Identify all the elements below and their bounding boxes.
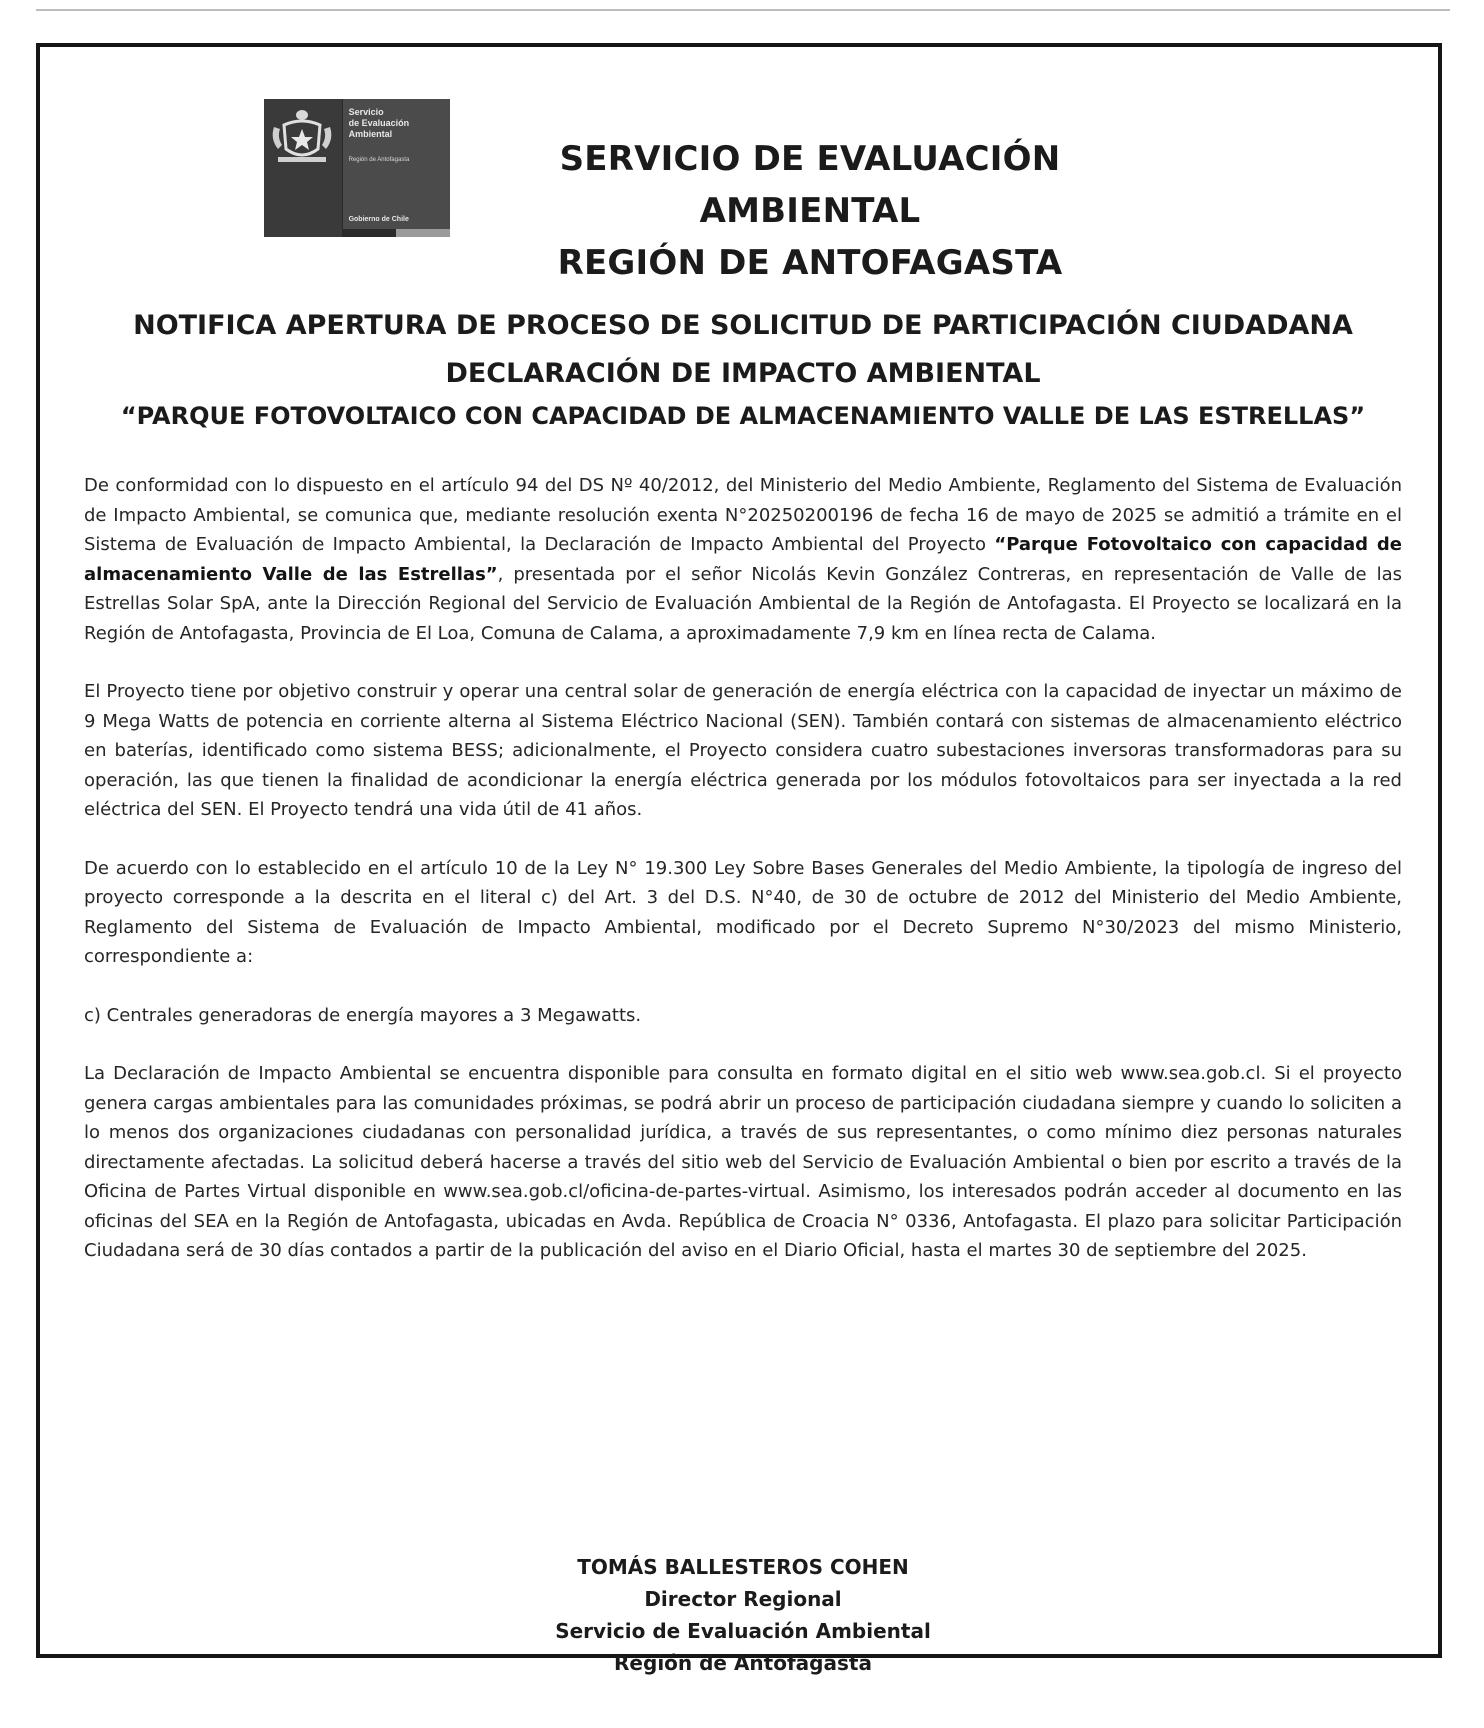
organization-region: REGIÓN DE ANTOFAGASTA [557, 243, 1063, 283]
signature-block [80, 1551, 1406, 1679]
project-name-title: “PARQUE FOTOVOLTAICO CON CAPACIDAD DE ALMACENAMIENTO VALLE DE LAS ESTRELLAS” [120, 402, 1366, 430]
signatory-region: Región de Antofagasta [614, 1651, 872, 1675]
public-notice [36, 43, 1442, 1675]
notice-title: NOTIFICA APERTURA DE PROCESO DE SOLICITUD DE PARTICIPACIÓN CIUDADANA [133, 310, 1353, 341]
logo-strip-dark [343, 229, 397, 237]
notice-body [84, 471, 1402, 1295]
logo-text-panel [342, 99, 450, 237]
logo-strip-light [396, 229, 450, 237]
paragraph-objective: El Proyecto tiene por objetivo construir y operar una central solar de generación de energía eléctrica con la capacidad de inyectar un máximo de 9 Mega Watts de potencia en corriente alterna al Sistema Eléctrico Nacional (SEN). También contará con sistemas de almacenamiento eléctrico en baterías, identificado como sistema BESS; adicionalmente, el Proyecto considera cuatro subestaciones inversoras transformadoras para su operación, las que tienen la finalidad de acondicionar la energía eléctrica generada por los módulos fotovoltaicos para ser inyectada a la red eléctrica del SEN. El Proyecto tendrá una vida útil de 41 años. [84, 681, 1402, 820]
paragraph-resolution: De conformidad con lo dispuesto en el artículo 94 del DS Nº 40/2012, del Ministerio del Medio Ambiente, Reglamento del Sistema de Evaluación de Impacto Ambiental, se comunica que, mediante resolución exenta N°20250200196 de fecha 16 de mayo de 2025 se admitió a trámite en el Sistema de Evaluación de Impacto Ambiental, la Declaración de Impacto Ambiental del Proyecto “Parque Fotovoltaico con capacidad de almacenamiento Valle de las Estrellas”, presentada por el señor Nicolás Kevin González Contreras, en representación de Valle de las Estrellas Solar SpA, ante la Dirección Regional del Servicio de Evaluación Ambiental de la Región de Antofagasta. El Proyecto se localizará en la Región de Antofagasta, Provincia de El Loa, Comuna de Calama, a aproximadamente 7,9 km en línea recta de Calama. [84, 475, 1402, 644]
signatory-name: TOMÁS BALLESTEROS COHEN [577, 1555, 909, 1579]
paragraph-legal-basis: De acuerdo con lo establecido en el artículo 10 de la Ley N° 19.300 Ley Sobre Bases Generales del Medio Ambiente, la tipología de ingreso del proyecto corresponde a la descrita en el literal c) del Art. 3 del D.S. N°40, de 30 de octubre de 2012 del Ministerio del Medio Ambiente, Reglamento del Sistema de Evaluación de Impacto Ambiental, modificado por el Decreto Supremo N°30/2023 del mismo Ministerio, correspondiente a: [84, 857, 1402, 967]
notice-subtitle: DECLARACIÓN DE IMPACTO AMBIENTAL [445, 358, 1041, 389]
notice-titles [80, 301, 1406, 435]
paragraph-participation: La Declaración de Impacto Ambiental se encuentra disponible para consulta en formato digital en el sitio web www.sea.gob.cl. Si el proyecto genera cargas ambientales para las comunidades próximas, se podrá abrir un proceso de participación ciudadana siempre y cuando lo soliciten a lo menos dos organizaciones ciudadanas con personalidad jurídica, a través de sus representantes, o como mínimo diez personas naturales directamente afectadas. La solicitud deberá hacerse a través del sitio web del Servicio de Evaluación Ambiental o bien por escrito a través de la Oficina de Partes Virtual disponible en www.sea.gob.cl/oficina-de-partes-virtual. Asimismo, los interesados podrán acceder al documento en las oficinas del SEA en la Región de Antofagasta, ubicadas en Avda. República de Croacia N° 0336, Antofagasta. El plazo para solicitar Participación Ciudadana será de 30 días contados a partir de la publicación del aviso en el Diario Oficial, hasta el martes 30 de septiembre del 2025. [84, 1063, 1402, 1261]
paragraph-typology: c) Centrales generadoras de energía mayores a 3 Megawatts. [84, 1004, 642, 1026]
logo-government: Gobierno de Chile [348, 216, 409, 223]
logo-emblem-panel [264, 99, 342, 237]
signatory-organization: Servicio de Evaluación Ambiental [555, 1619, 931, 1643]
notice-header [264, 99, 1164, 283]
organization-title [460, 133, 1160, 289]
coat-of-arms-icon [264, 105, 342, 175]
project-name-bold: “Parque Fotovoltaico con capacidad de almacenamiento Valle de las Estrellas” [84, 534, 1402, 585]
signatory-role: Director Regional [644, 1587, 842, 1611]
top-divider [36, 9, 1450, 11]
organization-name: SERVICIO DE EVALUACIÓN AMBIENTAL [559, 139, 1061, 231]
logo-title: Servicio de Evaluación Ambiental [348, 107, 410, 139]
sea-logo [264, 99, 450, 237]
logo-region: Región de Antofagasta [348, 157, 410, 163]
